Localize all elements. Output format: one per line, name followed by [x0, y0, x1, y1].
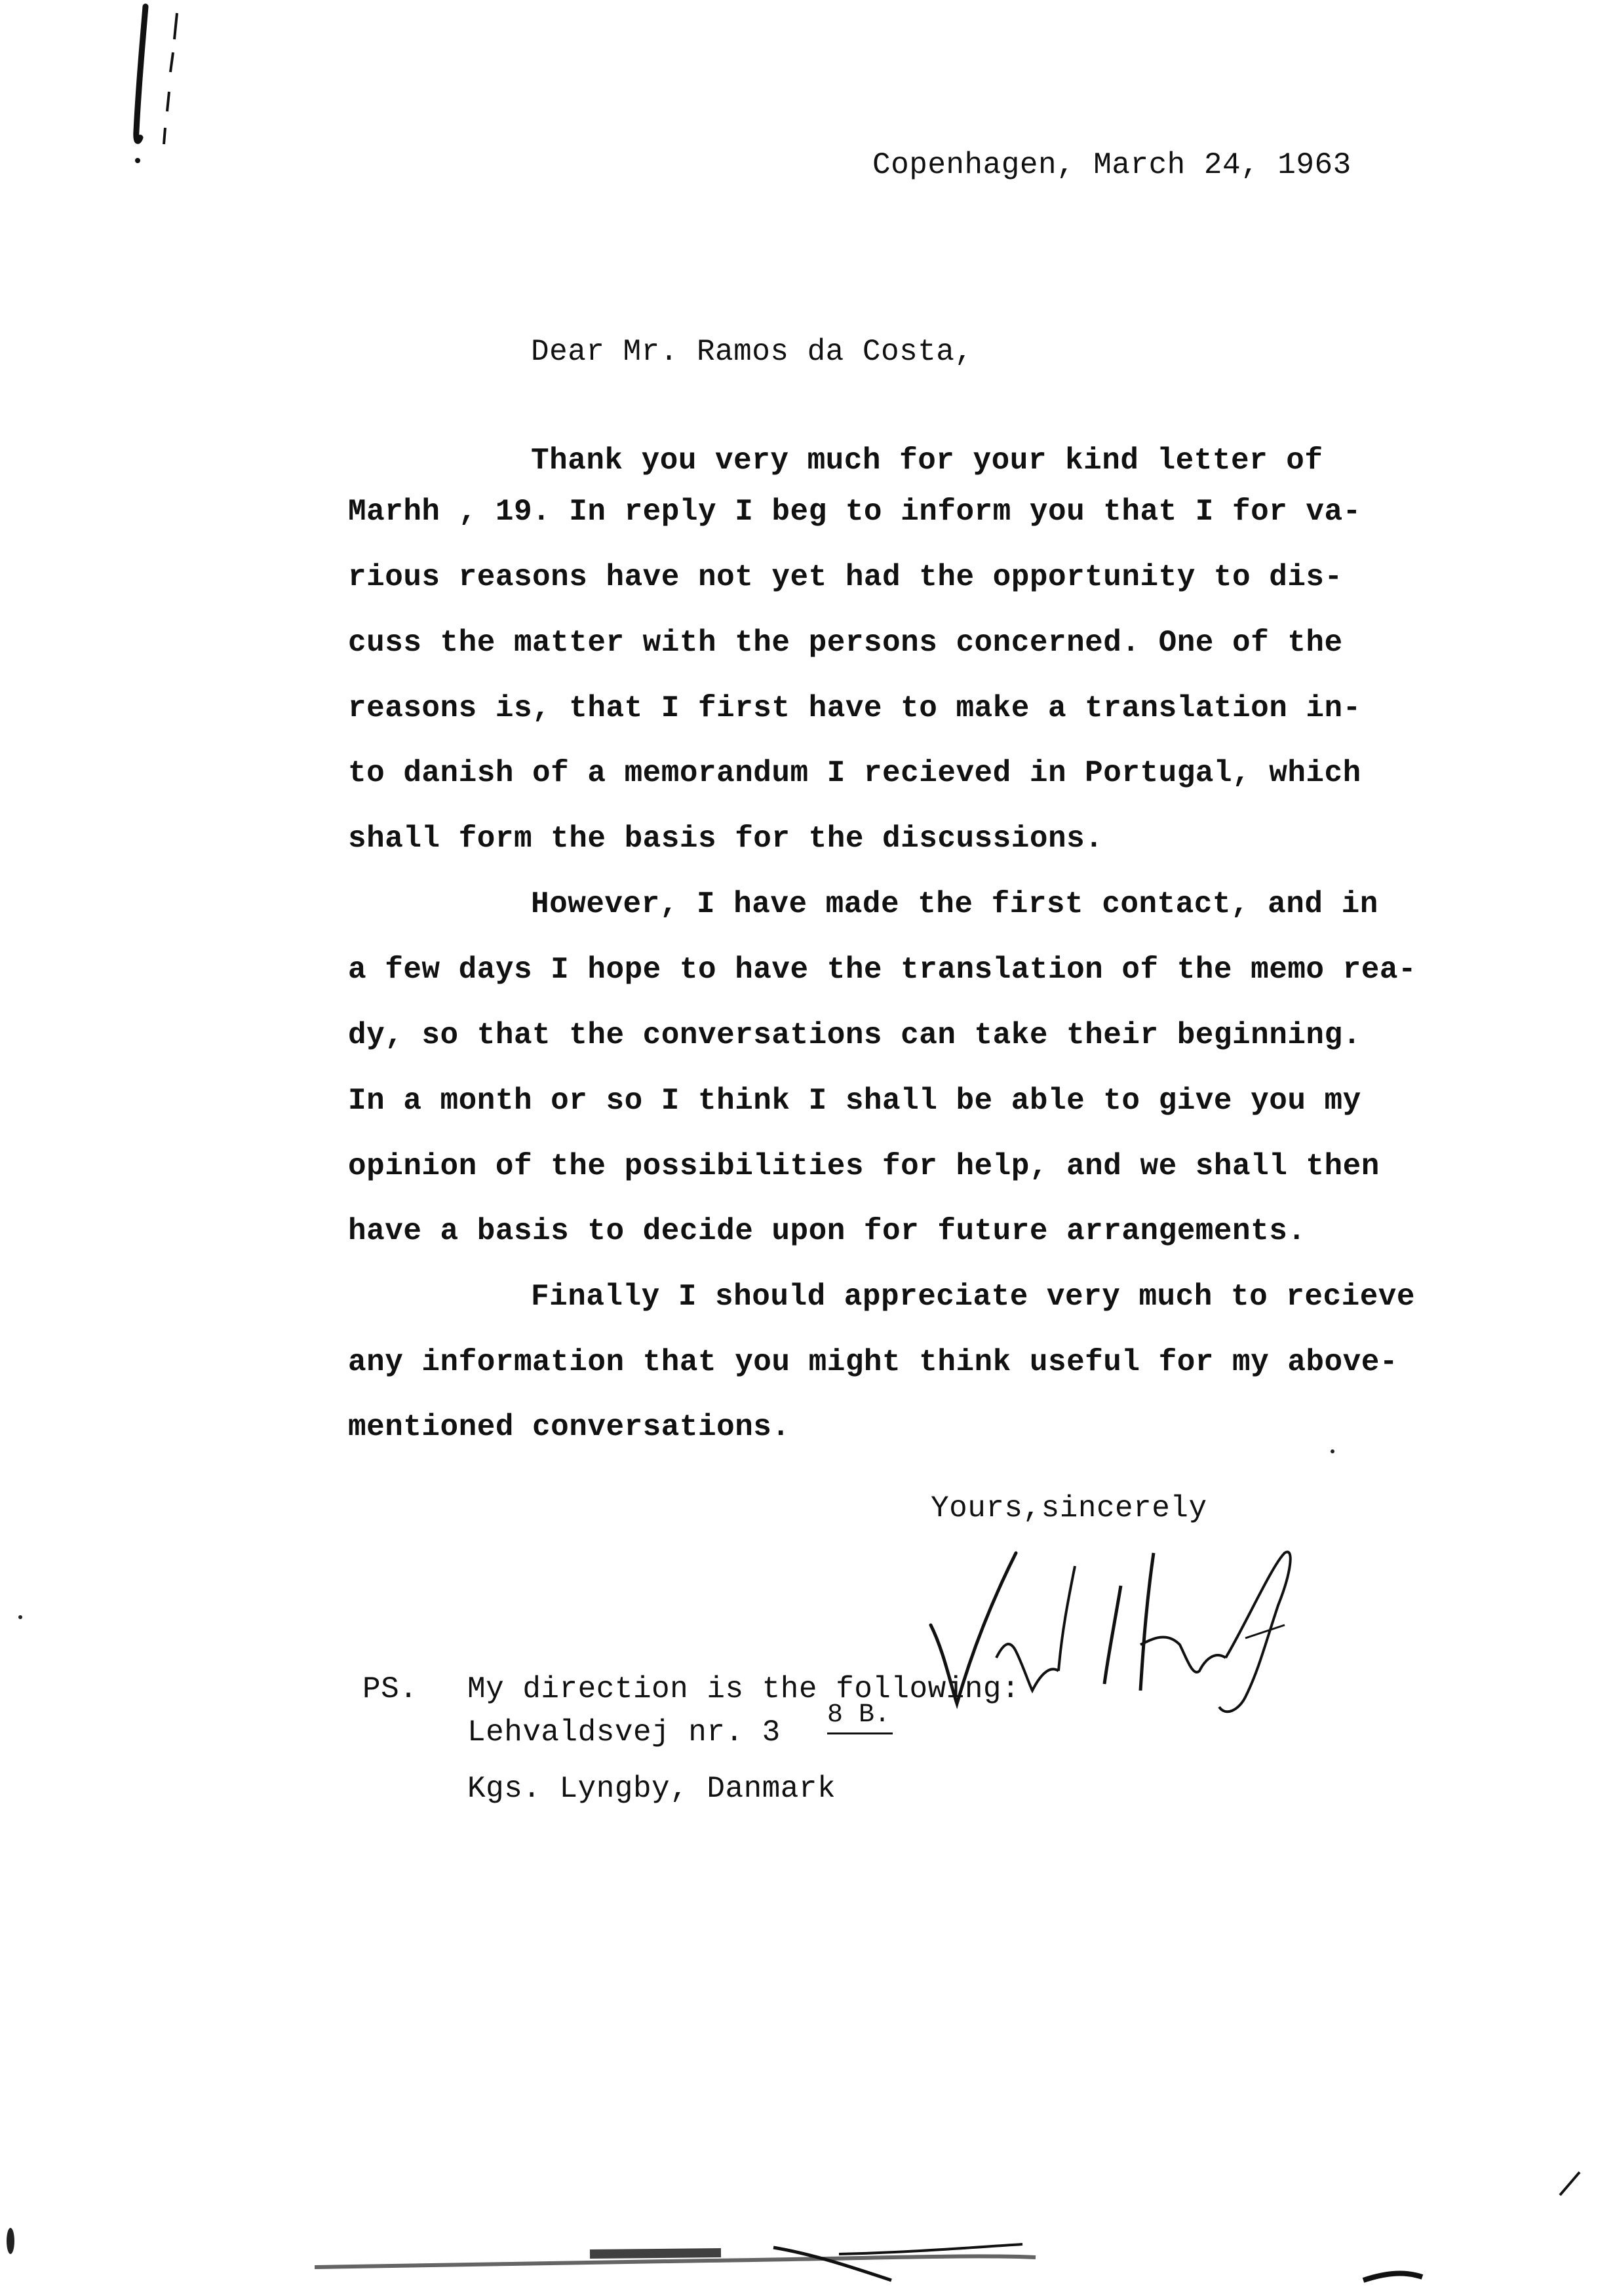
paragraph-3-line: any information that you might think useful for my above- — [348, 1345, 1398, 1379]
paragraph-2-line: dy, so that the conversations can take their beginning. — [348, 1018, 1361, 1052]
paragraph-1-line: Marhh , 19. In reply I beg to inform you that I for va- — [348, 495, 1361, 529]
paragraph-3-line: Finally I should appreciate very much to recieve — [531, 1280, 1416, 1314]
ps-line: Kgs. Lyngby, Danmark — [467, 1772, 836, 1806]
paragraph-2-line: However, I have made the first contact, and in — [531, 887, 1378, 921]
paragraph-1-line: reasons is, that I first have to make a translation in- — [348, 691, 1361, 725]
paragraph-1-line: rious reasons have not yet had the opportunity to dis- — [348, 560, 1343, 594]
ps-label: PS. — [362, 1672, 418, 1706]
paragraph-1-line: to danish of a memorandum I recieved in Portugal, which — [348, 756, 1361, 790]
paragraph-1-line: cuss the matter with the persons concerned. One of the — [348, 626, 1343, 660]
ps-line: My direction is the following: — [467, 1672, 1021, 1706]
ink-speck — [1331, 1449, 1334, 1453]
letter-date: Copenhagen, March 24, 1963 — [872, 148, 1352, 182]
paragraph-2-line: opinion of the possibilities for help, and we shall then — [348, 1149, 1380, 1183]
letter-salutation: Dear Mr. Ramos da Costa, — [531, 335, 973, 369]
corner-mark — [1553, 2162, 1593, 2202]
paragraph-3-line: mentioned conversations. — [348, 1410, 790, 1444]
paragraph-2-line: have a basis to decide upon for future arrangements. — [348, 1214, 1306, 1248]
ink-speck — [18, 1615, 22, 1619]
scan-smudge — [315, 2228, 1429, 2296]
paragraph-1-line: shall form the basis for the discussions. — [348, 822, 1104, 856]
letter-closing: Yours,sincerely — [931, 1491, 1207, 1525]
ink-speck — [7, 2228, 14, 2254]
address-superscript: 8 B. — [827, 1700, 891, 1730]
ps-line: Lehvaldsvej nr. 3 — [467, 1715, 781, 1750]
superscript-underline — [827, 1732, 893, 1734]
paragraph-2-line: In a month or so I think I shall be able to give you my — [348, 1084, 1361, 1118]
paragraph-2-line: a few days I hope to have the translation of the memo rea- — [348, 953, 1417, 987]
paragraph-1-line: Thank you very much for your kind letter of — [531, 444, 1323, 478]
handwritten-marks — [105, 0, 197, 183]
